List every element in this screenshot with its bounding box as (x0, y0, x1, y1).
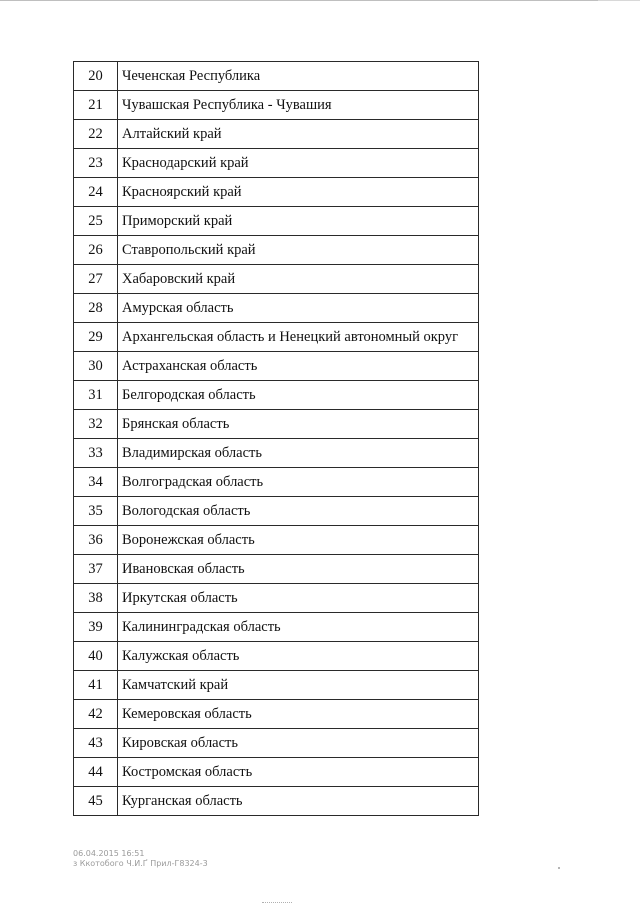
row-number: 23 (74, 149, 118, 178)
table-row (74, 381, 479, 410)
row-number: 40 (74, 642, 118, 671)
scan-bottom-mark (262, 902, 292, 903)
footer-stamp (73, 849, 208, 869)
row-number: 43 (74, 729, 118, 758)
table-row (74, 526, 479, 555)
table-row (74, 236, 479, 265)
row-number: 30 (74, 352, 118, 381)
region-name: Чеченская Республика (118, 62, 479, 91)
row-number: 31 (74, 381, 118, 410)
region-name: Амурская область (118, 294, 479, 323)
table-row (74, 207, 479, 236)
region-name: Ставропольский край (118, 236, 479, 265)
region-name: Владимирская область (118, 439, 479, 468)
row-number: 45 (74, 787, 118, 816)
table-row (74, 410, 479, 439)
row-number: 44 (74, 758, 118, 787)
region-name: Волгоградская область (118, 468, 479, 497)
row-number: 29 (74, 323, 118, 352)
region-name: Воронежская область (118, 526, 479, 555)
table-row (74, 758, 479, 787)
regions-table-body (74, 62, 479, 816)
row-number: 25 (74, 207, 118, 236)
regions-table (73, 61, 479, 816)
region-name: Брянская область (118, 410, 479, 439)
table-row (74, 613, 479, 642)
footer-timestamp: 06.04.2015 16:51 (73, 849, 145, 858)
region-name: Приморский край (118, 207, 479, 236)
row-number: 41 (74, 671, 118, 700)
scan-speck (558, 867, 560, 869)
table-row (74, 787, 479, 816)
row-number: 35 (74, 497, 118, 526)
row-number: 42 (74, 700, 118, 729)
region-name: Ивановская область (118, 555, 479, 584)
region-name: Иркутская область (118, 584, 479, 613)
table-row (74, 178, 479, 207)
region-name: Курганская область (118, 787, 479, 816)
table-row (74, 555, 479, 584)
region-name: Камчатский край (118, 671, 479, 700)
region-name: Краснодарский край (118, 149, 479, 178)
table-row (74, 671, 479, 700)
table-row (74, 91, 479, 120)
region-name: Костромская область (118, 758, 479, 787)
row-number: 26 (74, 236, 118, 265)
region-name: Чувашская Республика - Чувашия (118, 91, 479, 120)
table-row (74, 149, 479, 178)
row-number: 33 (74, 439, 118, 468)
table-row (74, 323, 479, 352)
row-number: 36 (74, 526, 118, 555)
row-number: 27 (74, 265, 118, 294)
table-row (74, 120, 479, 149)
row-number: 39 (74, 613, 118, 642)
footer-document-id: з Ккотобого Ч.И.Ґ Прил-Г8324-3 (73, 859, 208, 868)
region-name: Кировская область (118, 729, 479, 758)
row-number: 21 (74, 91, 118, 120)
row-number: 38 (74, 584, 118, 613)
scan-edge-line (0, 0, 600, 1)
region-name: Белгородская область (118, 381, 479, 410)
region-name: Архангельская область и Ненецкий автономный округ (118, 323, 479, 352)
table-row (74, 497, 479, 526)
row-number: 24 (74, 178, 118, 207)
table-row (74, 439, 479, 468)
row-number: 20 (74, 62, 118, 91)
table-row (74, 584, 479, 613)
row-number: 37 (74, 555, 118, 584)
scan-edge-tick (598, 0, 640, 1)
row-number: 22 (74, 120, 118, 149)
region-name: Хабаровский край (118, 265, 479, 294)
region-name: Калининградская область (118, 613, 479, 642)
table-row (74, 729, 479, 758)
region-name: Алтайский край (118, 120, 479, 149)
region-name: Вологодская область (118, 497, 479, 526)
table-row (74, 294, 479, 323)
row-number: 28 (74, 294, 118, 323)
row-number: 32 (74, 410, 118, 439)
region-name: Красноярский край (118, 178, 479, 207)
table-row (74, 62, 479, 91)
region-name: Астраханская область (118, 352, 479, 381)
table-row (74, 642, 479, 671)
region-name: Кемеровская область (118, 700, 479, 729)
region-name: Калужская область (118, 642, 479, 671)
table-row (74, 700, 479, 729)
row-number: 34 (74, 468, 118, 497)
table-row (74, 352, 479, 381)
table-row (74, 468, 479, 497)
table-row (74, 265, 479, 294)
